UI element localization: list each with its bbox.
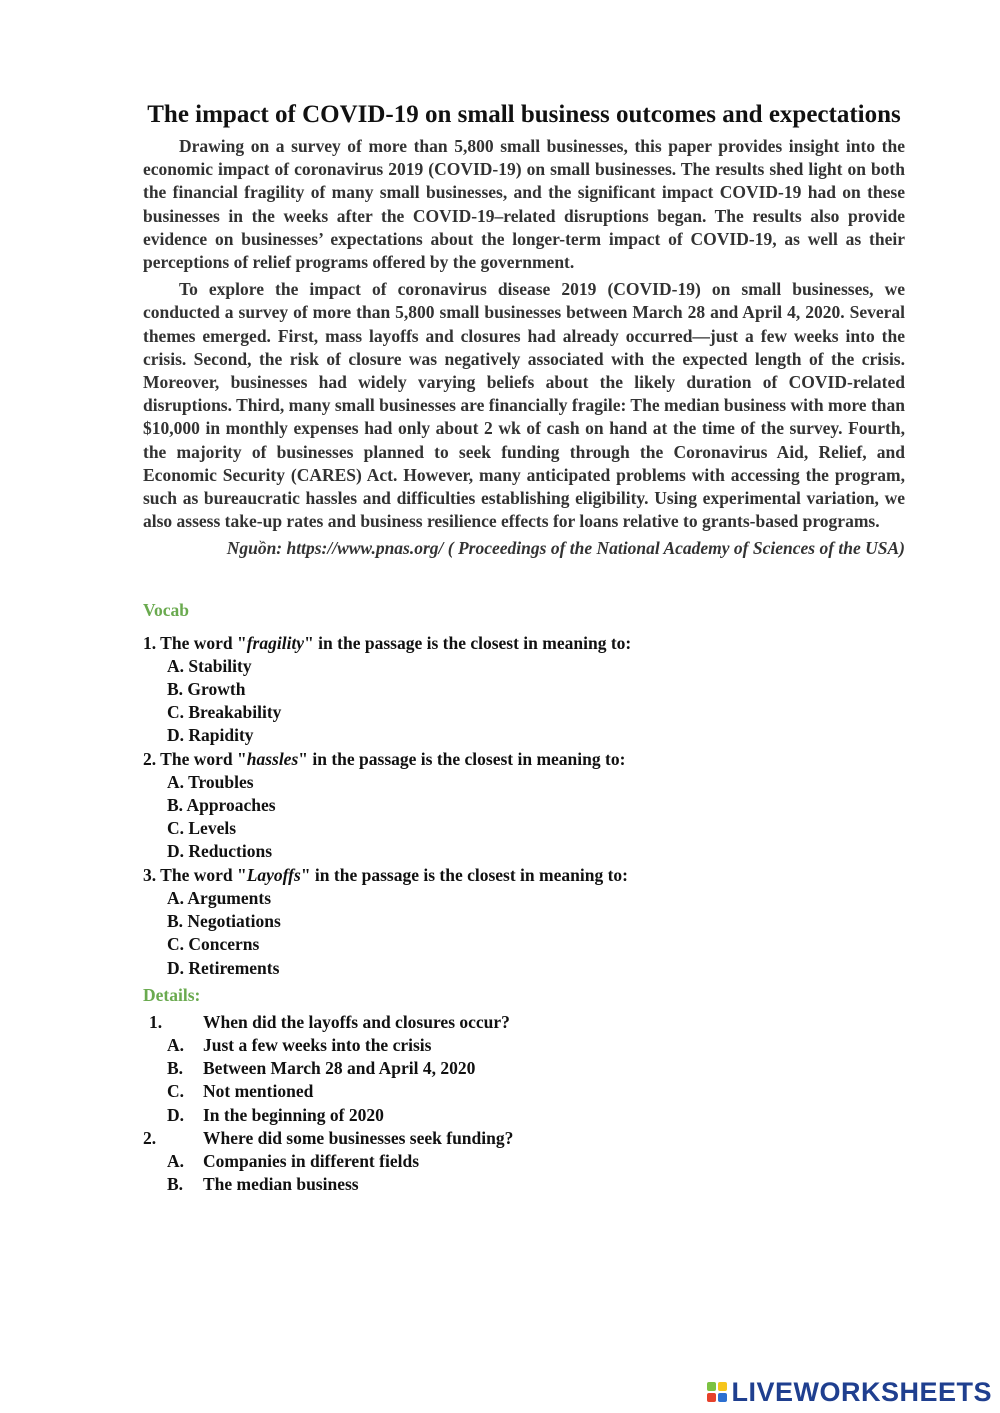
question-text: 3. The word "Layoffs" in the passage is the closest in meaning to: — [143, 864, 628, 885]
answer-option[interactable]: B. Between March 28 and April 4, 2020 — [167, 1058, 476, 1079]
logo-mark-icon — [707, 1382, 727, 1402]
answer-option[interactable]: A. Troubles — [167, 771, 254, 792]
logo-square-red — [707, 1393, 716, 1402]
target-word: hassles — [246, 748, 299, 769]
vocab-question-3 — [143, 864, 905, 980]
details-question-2 — [143, 1127, 905, 1197]
passage-paragraph-1: Drawing on a survey of more than 5,800 small businesses, this paper provides insight into the economic impact of coronavirus 2019 (COVID-19) on small businesses. The results shed light on both the financial fragility of many small businesses, and the significant impact COVID-19 had on these businesses in the weeks after the COVID-19–related disruptions began. The results also provide evidence on businesses’ expectations about the longer-term impact of COVID-19, as well as their perceptions of relief programs offered by the government. — [143, 136, 905, 273]
passage-paragraph-2: To explore the impact of coronavirus disease 2019 (COVID-19) on small businesses, we conducted a survey of more than 5,800 small businesses between March 28 and April 4, 2020. Several themes emerged. First, mass layoffs and closures had already occurred—just a few weeks into the crisis. Second, the risk of closure was negatively associated with the expected length of the crisis. Moreover, businesses had widely varying beliefs about the likely duration of COVID-related disruptions. Third, many small businesses are financially fragile: The median business with more than $10,000 in monthly expenses had only about 2 wk of cash on hand at the time of the survey. Fourth, the majority of businesses planned to seek funding through the Coronavirus Aid, Relief, and Economic Security (CARES) Act. However, many anticipated problems with accessing the program, such as bureaucratic hassles and difficulties establishing eligibility. Using experimental variation, we also assess take-up rates and business resilience effects for loans relative to grants-based programs. — [143, 279, 905, 532]
details-heading: Details: — [143, 984, 201, 1005]
answer-option[interactable]: C. Levels — [167, 818, 237, 839]
logo-square-blue — [718, 1393, 727, 1402]
answer-option[interactable]: B. Negotiations — [167, 911, 281, 932]
vocab-heading: Vocab — [143, 599, 190, 620]
answer-option[interactable]: D. Rapidity — [167, 725, 254, 746]
worksheet-page — [143, 100, 905, 1196]
answer-option[interactable]: D. In the beginning of 2020 — [167, 1104, 384, 1125]
question-text: 2. Where did some businesses seek funding? — [143, 1127, 514, 1148]
answer-option[interactable]: A. Companies in different fields — [167, 1150, 419, 1171]
logo-square-green — [707, 1382, 716, 1391]
answer-option[interactable]: C. Concerns — [167, 934, 260, 955]
answer-option[interactable]: D. Retirements — [167, 957, 280, 978]
answer-option[interactable]: A. Just a few weeks into the crisis — [167, 1034, 432, 1055]
logo-square-yellow — [718, 1382, 727, 1391]
vocab-question-1 — [143, 632, 905, 748]
answer-option[interactable]: B. The median business — [167, 1174, 359, 1195]
liveworksheets-logo[interactable] — [707, 1377, 992, 1407]
question-text: 2. The word "hassles" in the passage is the closest in meaning to: — [143, 748, 626, 769]
question-text: 1. When did the layoffs and closures occur? — [149, 1011, 510, 1032]
page-title: The impact of COVID-19 on small business outcomes and expectations — [147, 101, 901, 128]
answer-option[interactable]: C. Not mentioned — [167, 1081, 314, 1102]
target-word: Layoffs — [246, 864, 301, 885]
details-question-1 — [143, 1011, 905, 1127]
target-word: fragility — [246, 632, 305, 653]
answer-option[interactable]: D. Reductions — [167, 841, 273, 862]
logo-text: LIVEWORKSHEETS — [731, 1376, 992, 1407]
answer-option[interactable]: B. Approaches — [167, 795, 276, 816]
vocab-question-2 — [143, 748, 905, 864]
answer-option[interactable]: A. Stability — [167, 655, 252, 676]
source-citation: Nguồn: https://www.pnas.org/ ( Proceedings of the National Academy of Sciences of the USA) — [226, 538, 905, 559]
answer-option[interactable]: B. Growth — [167, 679, 246, 700]
question-text: 1. The word "fragility" in the passage is the closest in meaning to: — [143, 632, 632, 653]
answer-option[interactable]: A. Arguments — [167, 887, 272, 908]
answer-option[interactable]: C. Breakability — [167, 702, 282, 723]
